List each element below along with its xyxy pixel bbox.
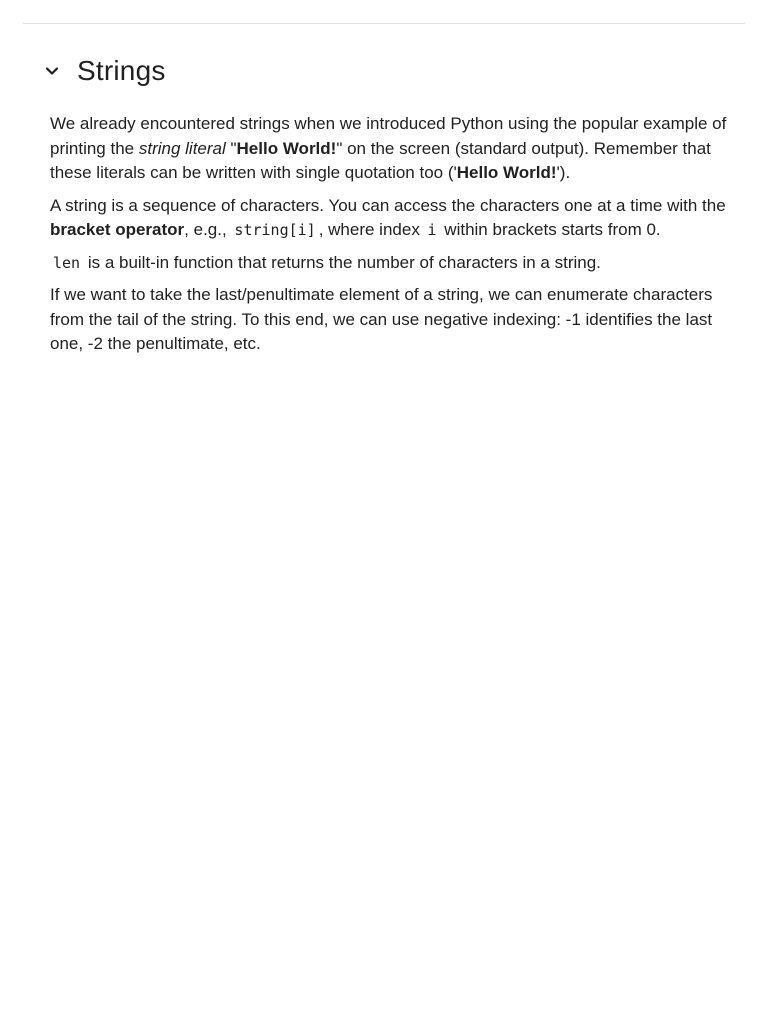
- text-span: , e.g.,: [184, 220, 232, 239]
- bold-term: bracket operator: [50, 220, 185, 239]
- text-span: within brackets starts from 0.: [439, 220, 661, 239]
- text-span: is a built-in function that returns the number of characters in a string.: [83, 252, 601, 272]
- paragraph-intro: [50, 112, 734, 186]
- text-span: ": [225, 138, 237, 158]
- paragraph-indexing: [50, 194, 734, 243]
- text-span: , where index: [318, 220, 425, 239]
- text-span: A string is a sequence of characters. You can access the characters one at a time with the: [50, 195, 726, 215]
- bold-term: Hello World!: [236, 138, 337, 158]
- inline-code: i: [427, 221, 437, 239]
- italic-term: string literal: [138, 138, 226, 158]
- section-content: [50, 112, 734, 365]
- paragraph-negative-indexing: [50, 283, 734, 357]
- inline-code: len: [53, 253, 81, 272]
- section-header[interactable]: [40, 52, 166, 90]
- inline-code: string[i]: [234, 221, 316, 239]
- paragraph-len: [50, 251, 734, 276]
- chevron-down-icon[interactable]: [40, 59, 64, 83]
- bold-term: Hello World!: [456, 163, 557, 182]
- text-span: If we want to take the last/penultimate element of a string, we can enumerate characters from the tail of the string. To this end, we can use negative indexing: -1 identifies the last one, -2 the penultimate, etc.: [50, 285, 713, 353]
- text-span: ').: [556, 163, 571, 182]
- top-divider: [23, 23, 745, 24]
- text-span: " on the screen (standard output). Remember that these literals can be written with single quotation too (': [50, 138, 711, 182]
- section-title: Strings: [77, 55, 166, 86]
- text-span: We already encountered strings when we introduced Python using the popular example of printing the: [50, 114, 727, 158]
